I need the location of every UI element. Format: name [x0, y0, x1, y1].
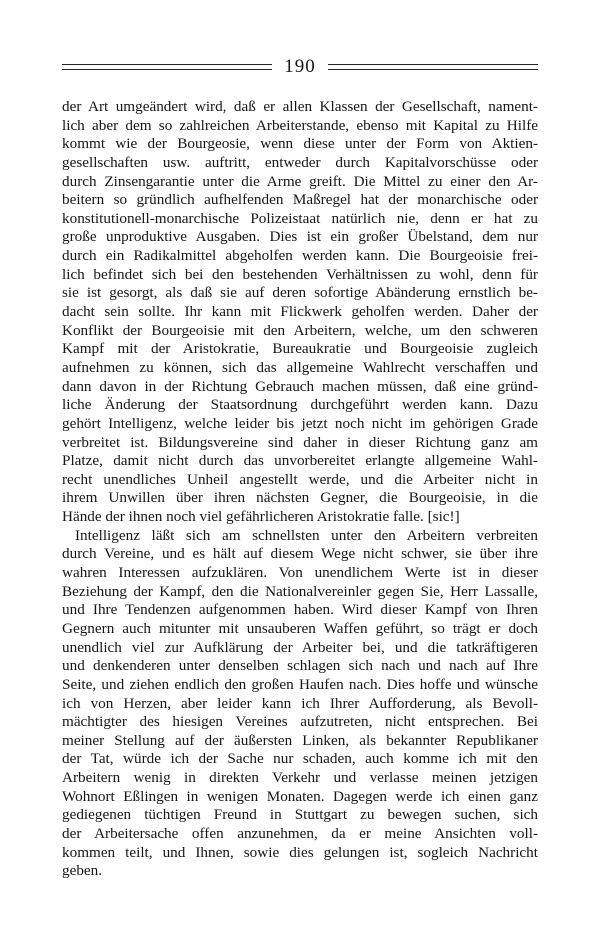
text-line: lich aber dem so zahlreichen Arbeiterstande, ebenso mit Kapital zu Hilfe: [62, 116, 538, 134]
text-line: Konflikt der Bourgeoisie mit den Arbeitern, welche, um den schweren: [62, 321, 538, 339]
text-line: gehört Intelligenz, welche leider bis jetzt noch nicht im gehörigen Grade: [62, 414, 538, 432]
text-line: verbreitet ist. Bildungsvereine sind daher in dieser Richtung ganz am: [62, 433, 538, 451]
text-line: der Arbeitersache offen anzunehmen, da er meine Ansichten voll-: [62, 824, 538, 842]
text-line: gesellschaften usw. auftritt, entweder durch Kapitalvorschüsse oder: [62, 153, 538, 171]
text-line: Kampf mit der Aristokratie, Bureaukratie und Bourgeoisie zugleich: [62, 340, 538, 358]
text-line: ich von Herzen, aber leider kann ich Ihrer Aufforderung, als Bevoll-: [62, 694, 538, 712]
text-line: ihrem Unwillen über ihren nächsten Gegner, die Bourgeoisie, in die: [62, 489, 538, 507]
text-line: Gegnern auch mitunter mit unsauberen Waffen geführt, so trägt er doch: [62, 619, 538, 637]
text-line: große unproduktive Ausgaben. Dies ist ein großer Übelstand, dem nur: [62, 228, 538, 246]
text-line: der Art umgeändert wird, daß er allen Klassen der Gesellschaft, nament-: [62, 98, 538, 115]
text-line: gediegenen tüchtigen Freund in Stuttgart zu bewegen suchen, sich: [62, 806, 538, 824]
text-line: Platze, damit nicht durch das unvorbereitet erlangte allgemeine Wahl-: [62, 452, 538, 470]
text-line: recht unendliches Unheil angestellt werde, und die Arbeiter nicht in: [62, 470, 538, 488]
text-line: lich befindet sich bei den bestehenden Verhältnissen zu wohl, denn für: [62, 265, 538, 283]
paragraph: [62, 527, 538, 881]
text-line: sie ist gesorgt, als daß sie auf deren sofortige Abänderung ernstlich be-: [62, 284, 538, 302]
text-line: Intelligenz läßt sich am schnellsten unter den Arbeitern verbreiten: [75, 526, 538, 544]
text-line: durch Zinsengarantie unter die Arme greift. Die Mittel zu einer den Ar-: [62, 172, 538, 190]
text-line: Hände der ihnen noch viel gefährlicheren Aristokratie falle. [sic!]: [62, 508, 460, 526]
header-rule-left: [62, 64, 272, 70]
text-line: geben.: [62, 862, 103, 880]
text-line: durch Vereine, und es hält auf diesem Wege nicht schwer, sie über ihre: [62, 545, 538, 563]
text-line: durch ein Radikalmittel abgeholfen werden kann. Die Bourgeoisie frei-: [62, 247, 538, 265]
body-text: [62, 98, 538, 881]
text-line: mächtigter des hiesigen Vereines aufzutreten, nicht entsprechen. Bei: [62, 713, 538, 731]
paragraph: [62, 98, 538, 527]
text-line: Wohnort Eßlingen in wenigen Monaten. Dagegen werde ich einen ganz: [62, 787, 538, 805]
text-line: unendlich viel zur Aufklärung der Arbeiter bei, und die tatkräftigeren: [62, 638, 538, 656]
page-header: [62, 52, 538, 82]
page-number: 190: [284, 56, 316, 77]
text-line: Beziehung der Kampf, den die Nationalvereinler gegen Sie, Herr Lassalle,: [62, 582, 538, 600]
text-line: konstitutionell-monarchische Polizeistaat natürlich nie, denn er hat zu: [62, 209, 538, 227]
text-line: beitern so gründlich aufhelfenden Maßregel hat der monarchische oder: [62, 191, 538, 209]
text-line: kommen teilt, und Ihnen, sowie dies gelungen ist, sogleich Nachricht: [62, 843, 538, 861]
text-line: und Ihre Tendenzen aufgenommen haben. Wird dieser Kampf von Ihren: [62, 601, 538, 619]
text-line: dacht sein sollte. Ihr kann mit Flickwerk geholfen werden. Daher der: [62, 303, 538, 321]
text-line: wahren Interessen aufzuklären. Von unendlichem Werte ist in dieser: [62, 564, 538, 582]
text-line: Arbeitern wenig in direkten Verkehr und verlasse meinen jetzigen: [62, 769, 538, 787]
text-line: liche Änderung der Staatsordnung durchgeführt werden kann. Dazu: [62, 396, 538, 414]
header-rule-right: [328, 64, 538, 70]
text-line: dann davon in der Richtung Gebrauch machen müssen, daß eine gründ-: [62, 377, 538, 395]
text-line: der Tat, würde ich der Sache nur schaden, auch komme ich mit den: [62, 750, 538, 768]
text-line: und denkenderen unter denselben schlagen sich nach und nach auf Ihre: [62, 657, 538, 675]
text-line: aufnehmen zu können, sich das allgemeine Wahlrecht verschaffen und: [62, 358, 538, 376]
text-line: meiner Stellung auf der äußersten Linken, als bekannter Republikaner: [62, 731, 538, 749]
text-line: Seite, und ziehen endlich den großen Haufen nach. Dies hoffe und wünsche: [62, 675, 538, 693]
text-line: kommt wie der Bourgeosie, wenn diese unter der Form von Aktien-: [62, 135, 538, 153]
